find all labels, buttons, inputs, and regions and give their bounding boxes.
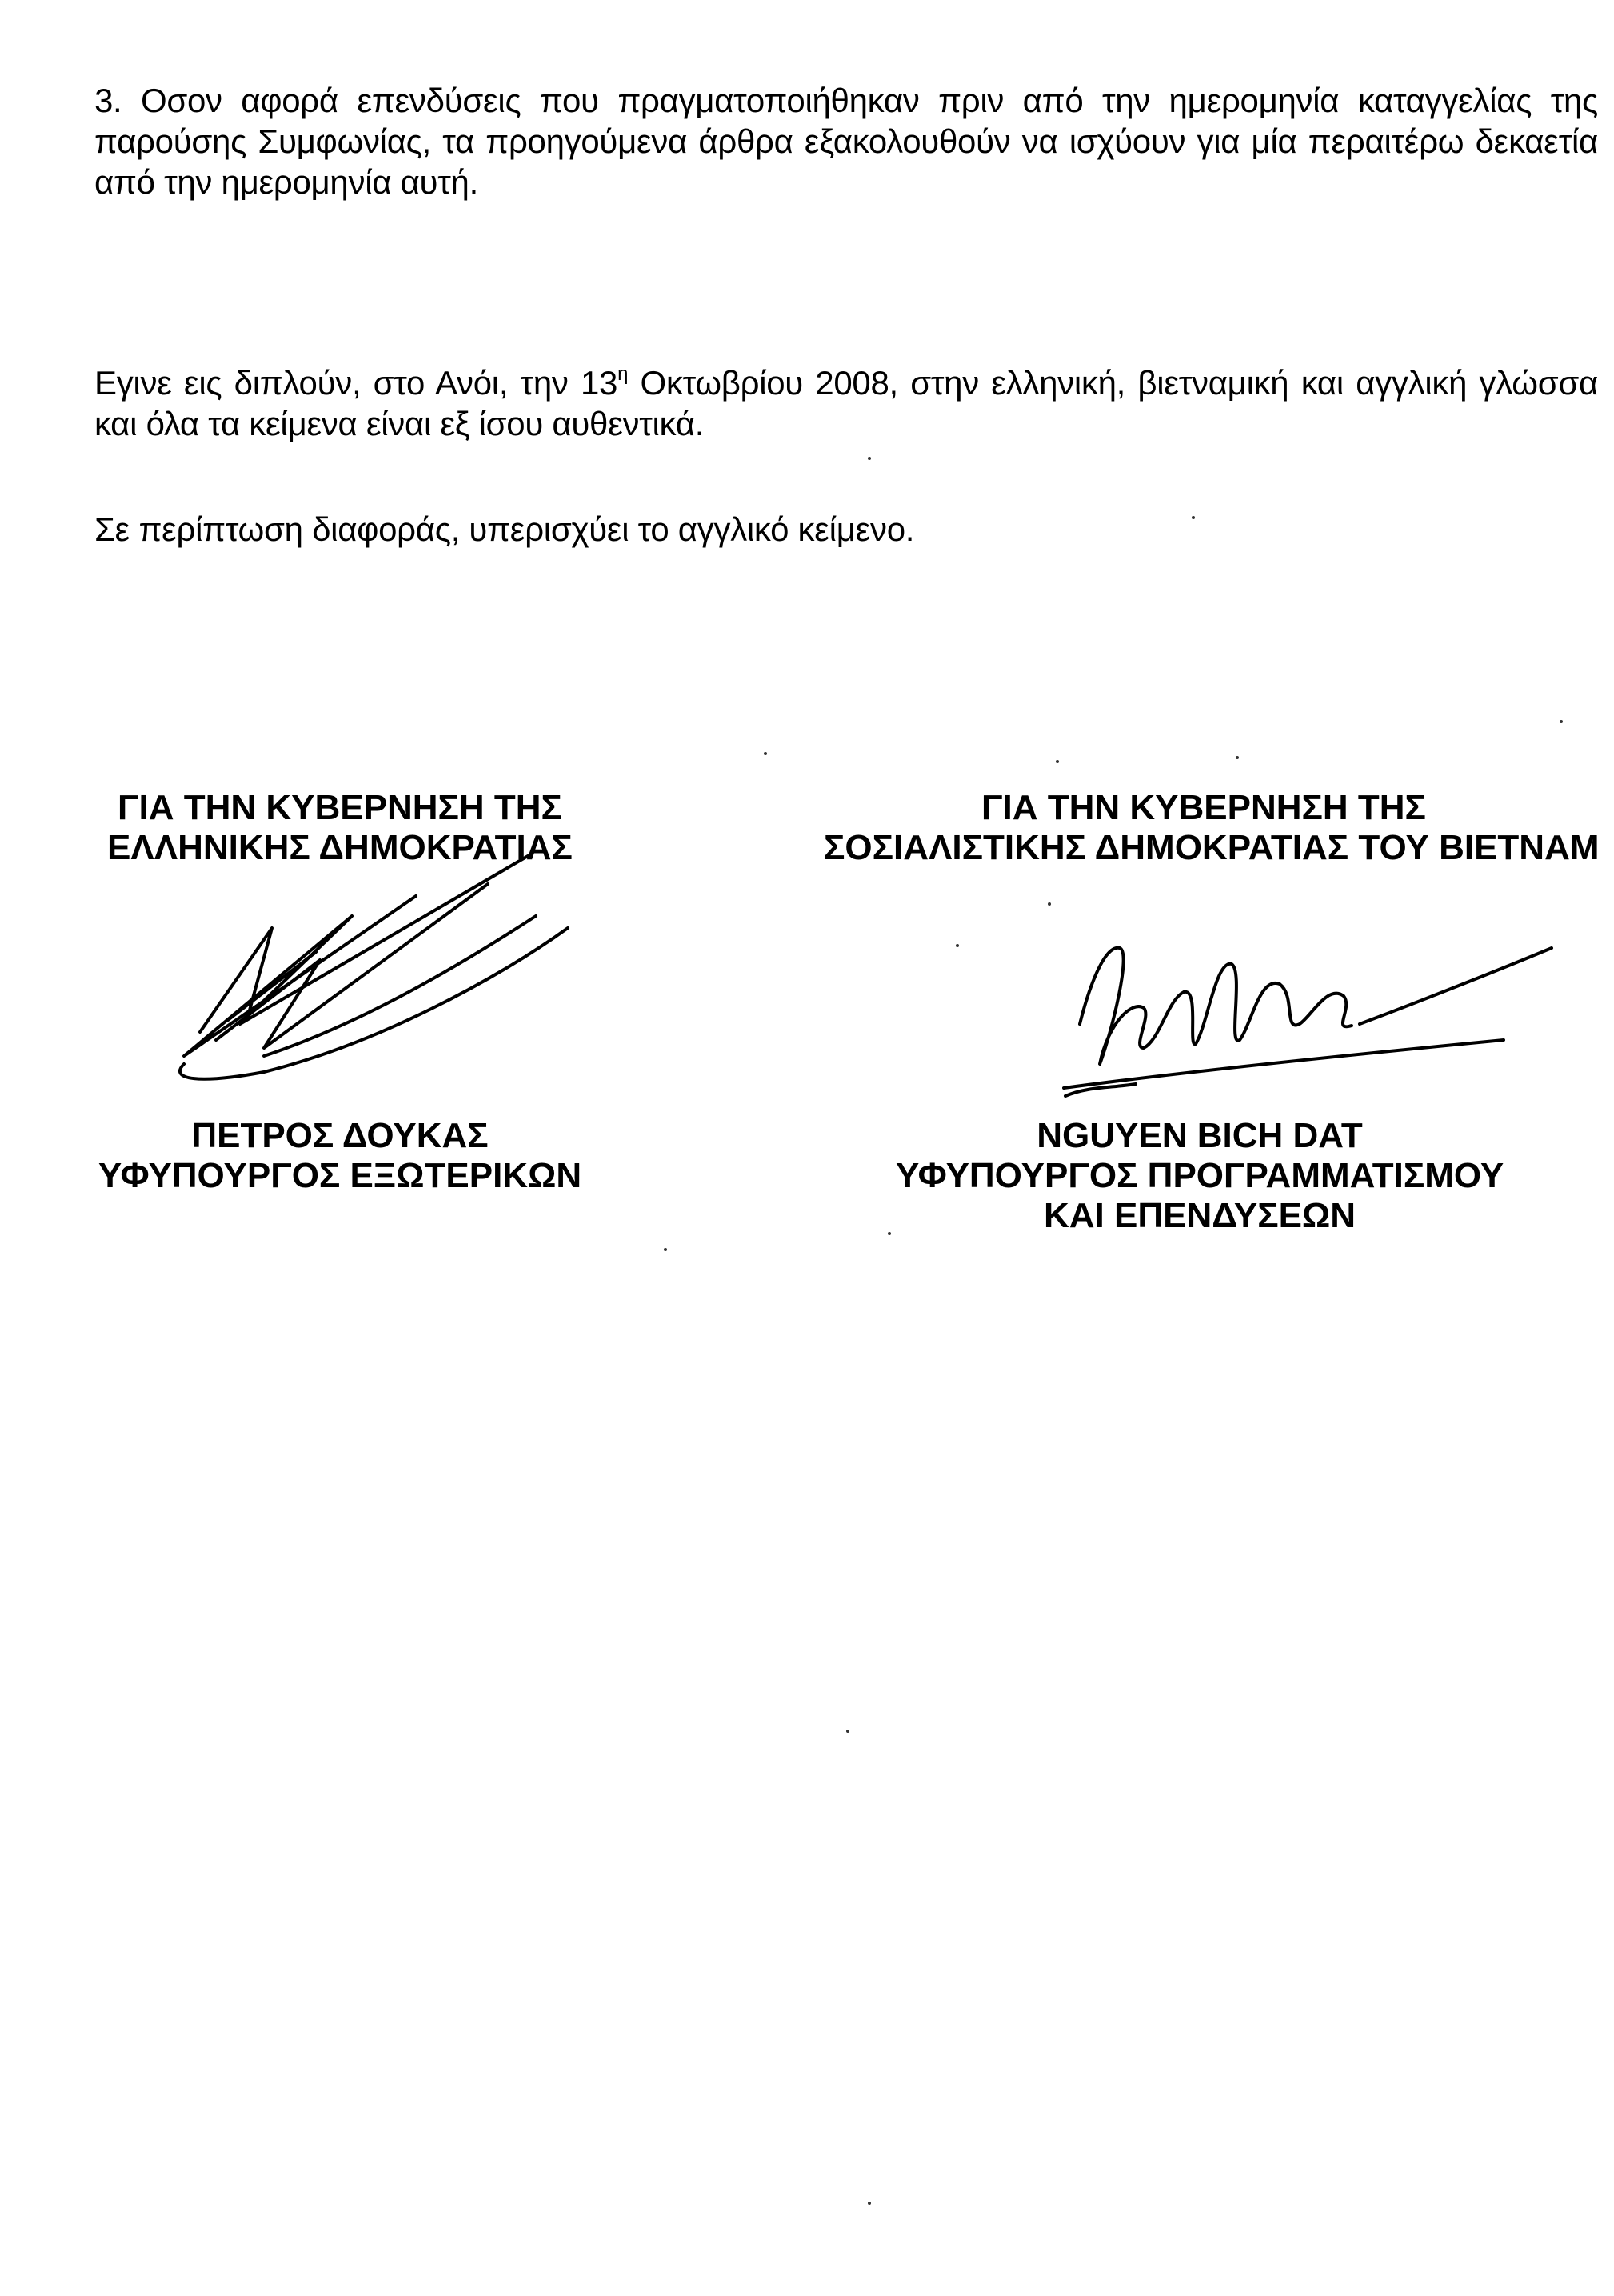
greek-signatory-title: ΥΦΥΠΟΥΡΓΟΣ ΕΞΩΤΕΡΙΚΩΝ bbox=[98, 1156, 582, 1195]
scan-speck bbox=[868, 457, 871, 460]
scan-speck bbox=[888, 1232, 891, 1235]
scan-speck bbox=[1560, 720, 1563, 723]
vietnam-signatory-title-line-1: ΥΦΥΠΟΥΡΓΟΣ ΠΡΟΓΡΑΜΜΑΤΙΣΜΟΥ bbox=[896, 1156, 1504, 1195]
done-in-duplicate-text-end: Οκτωβρίου 2008, στην ελληνική, βιετναμική και αγγλική γλώσσα και όλα τα κείμενα είναι εξ ίσου αυθεντικά. bbox=[94, 364, 1598, 442]
vietnam-heading-line-1: ΓΙΑ ΤΗΝ ΚΥΒΕΡΝΗΣΗ ΤΗΣ bbox=[981, 788, 1426, 827]
scan-speck bbox=[764, 752, 767, 755]
vietnam-signatory-title-line-2: ΚΑΙ ΕΠΕΝΔΥΣΕΩΝ bbox=[1043, 1196, 1356, 1235]
scan-speck bbox=[1236, 756, 1239, 759]
vietnam-signatory-name: NGUYEN BICH DAT bbox=[1037, 1116, 1363, 1155]
done-in-duplicate-text-start: Εγινε εις διπλούν, στο Ανόι, την 13 bbox=[94, 364, 618, 402]
scan-speck bbox=[1056, 760, 1059, 763]
vietnam-signature bbox=[1056, 928, 1568, 1120]
greek-heading-line-2: ΕΛΛΗΝΙΚΗΣ ΔΗΜΟΚΡΑΤΙΑΣ bbox=[107, 828, 573, 867]
ordinal-superscript: η bbox=[617, 363, 629, 385]
scan-speck bbox=[846, 1730, 849, 1733]
paragraph-article-3: 3. Οσον αφορά επενδύσεις που πραγματοποιήθηκαν πριν από την ημερομηνία καταγγελίας της παρούσης Συμφωνίας, τα προηγούμενα άρθρα εξακολουθούν να ισχύουν για μία περαιτέρω δεκαετία από την ημερομηνία αυτή. bbox=[94, 82, 1598, 201]
scan-speck bbox=[868, 2202, 871, 2205]
greek-heading-line-1: ΓΙΑ ΤΗΝ ΚΥΒΕΡΝΗΣΗ ΤΗΣ bbox=[118, 788, 562, 827]
paragraph-english-prevails: Σε περίπτωση διαφοράς, υπερισχύει το αγγλικό κείμενο. bbox=[94, 510, 915, 548]
scan-speck bbox=[956, 944, 959, 947]
scan-speck bbox=[664, 1248, 667, 1251]
vietnam-signatory bbox=[896, 1116, 1504, 1236]
vietnam-government-heading bbox=[824, 788, 1600, 868]
scan-speck bbox=[1192, 516, 1195, 519]
vietnam-heading-line-2: ΣΟΣΙΑΛΙΣΤΙΚΗΣ ΔΗΜΟΚΡΑΤΙΑΣ ΤΟΥ ΒΙΕΤΝΑΜ bbox=[824, 828, 1600, 867]
greek-signatory-name: ΠΕΤΡΟΣ ΔΟΥΚΑΣ bbox=[191, 1116, 489, 1155]
greek-signature bbox=[152, 840, 600, 1096]
paragraph-done-in-duplicate bbox=[94, 362, 1598, 444]
scan-speck bbox=[1048, 902, 1051, 906]
greek-signatory bbox=[76, 1116, 604, 1196]
